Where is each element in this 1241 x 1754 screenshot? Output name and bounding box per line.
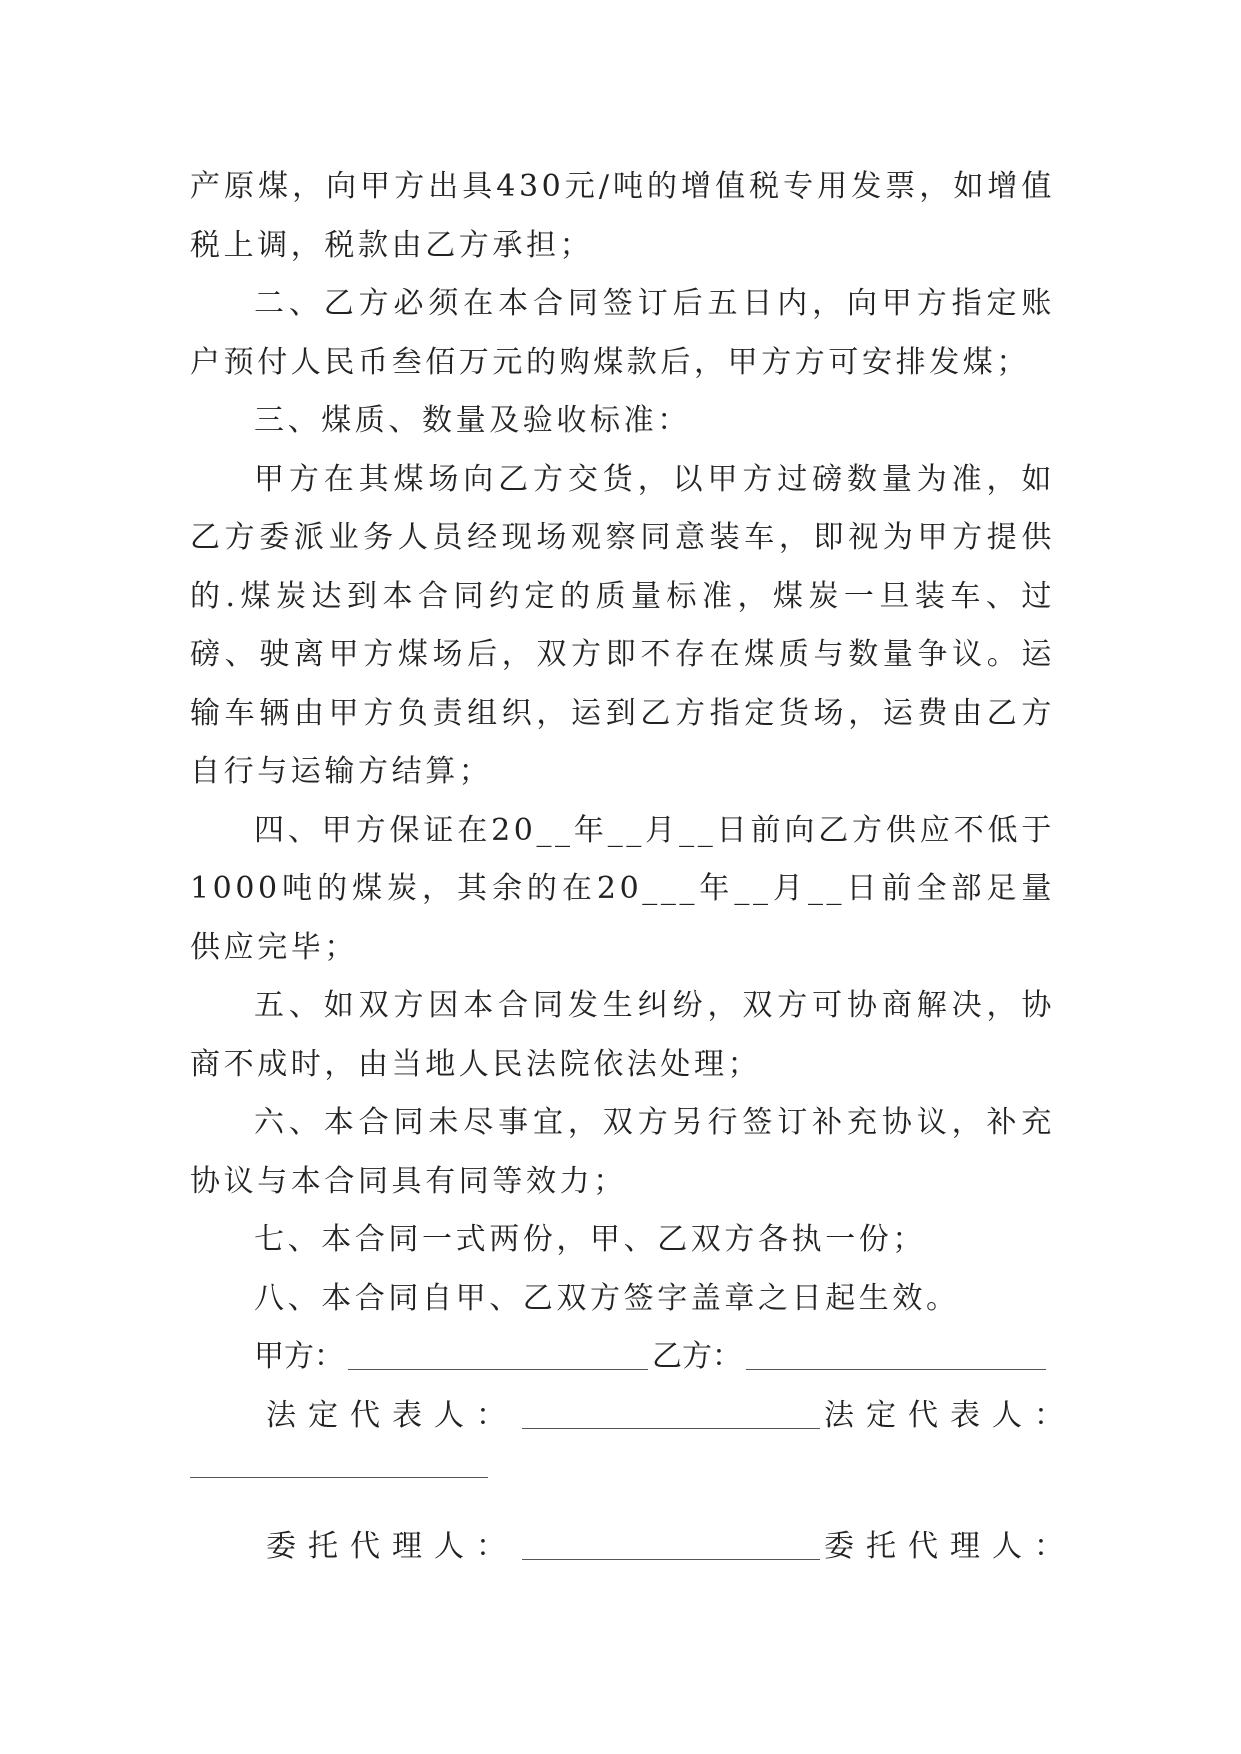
clause-seven: 七、本合同一式两份，甲、乙双方各执一份；	[254, 1222, 926, 1257]
clause-three-body: 甲方在其煤场向乙方交货，以甲方过磅数量为准，如乙方委派业务人员经现场观察同意装车，即视为甲方提供的.煤炭达到本合同约定的质量标准，煤炭一旦装车、过磅、驶离甲方煤场后，双方即不存在煤质与数量争议。运输车辆由甲方负责组织，运到乙方指定货场，运费由乙方自行与运输方结算；	[190, 461, 1055, 789]
clause-two: 二、乙方必须在本合同签订后五日内，向甲方指定账户预付人民币叁佰万元的购煤款后，甲方方可安排发煤；	[190, 286, 1055, 380]
party-b-signature-line[interactable]	[746, 1335, 1046, 1370]
clause-three-heading: 三、煤质、数量及验收标准：	[254, 403, 691, 438]
party-a-label: 甲方：	[254, 1339, 344, 1374]
party-a-agent-line[interactable]	[522, 1525, 820, 1560]
party-a-legal-rep-line[interactable]	[522, 1394, 820, 1429]
party-b-label: 乙方：	[652, 1339, 742, 1374]
document-body	[190, 158, 1076, 1577]
party-b-legal-rep-label: 法定代表人：	[824, 1397, 1076, 1433]
clause-four: 四、甲方保证在20__年__月__日前向乙方供应不低于1000吨的煤炭，其余的在20___年__月__日前全部足量供应完毕；	[190, 812, 1055, 965]
party-b-legal-rep-line[interactable]	[190, 1443, 488, 1478]
signature-party-row	[190, 1328, 1055, 1387]
clause-five: 五、如双方因本合同发生纠纷，双方可协商解决，协商不成时，由当地人民法院依法处理；	[190, 988, 1055, 1082]
paragraph-continued: 产原煤，向甲方出具430元/吨的增值税专用发票，如增值税上调，税款由乙方承担；	[190, 169, 1055, 263]
legal-rep-row	[190, 1387, 1076, 1446]
party-a-signature-line[interactable]	[348, 1335, 648, 1370]
clause-eight: 八、本合同自甲、乙双方签字盖章之日起生效。	[254, 1280, 960, 1316]
agent-row	[190, 1518, 1076, 1577]
party-b-agent-label: 委托代理人：	[824, 1529, 1076, 1564]
party-a-agent-label: 委托代理人：	[266, 1529, 518, 1564]
party-a-legal-rep-label: 法定代表人：	[266, 1397, 518, 1433]
clause-six: 六、本合同未尽事宜，双方另行签订补充协议，补充协议与本合同具有同等效力；	[190, 1105, 1055, 1199]
